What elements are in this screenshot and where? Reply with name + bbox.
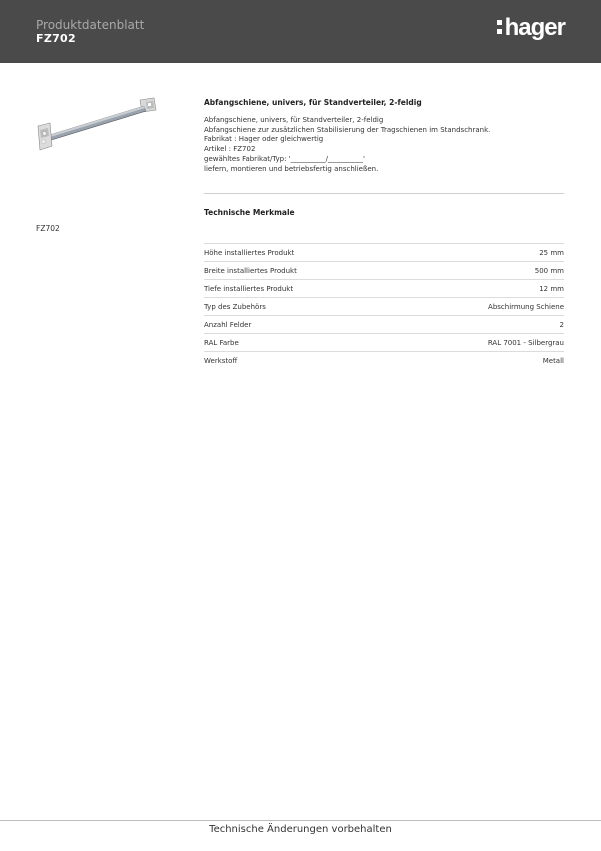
spec-label: Anzahl Felder	[204, 320, 252, 329]
spec-value: Abschirmung Schiene	[488, 302, 564, 311]
header-bar	[0, 0, 601, 63]
spec-label: Tiefe installiertes Produkt	[204, 284, 294, 293]
spec-value: 500 mm	[534, 266, 564, 275]
description-line: Fabrikat : Hager oder gleichwertig	[204, 135, 324, 144]
table-row	[204, 297, 564, 315]
spec-value: Metall	[542, 356, 564, 365]
divider	[204, 193, 564, 194]
footer-note: Technische Änderungen vorbehalten	[209, 824, 392, 835]
description-line: Artikel : FZ702	[204, 145, 256, 154]
table-row	[204, 351, 564, 369]
description-line: Abfangschiene zur zusätzlichen Stabilisierung der Tragschienen im Standschrank.	[204, 125, 491, 134]
spec-label: Typ des Zubehörs	[204, 302, 266, 311]
spec-value: 2	[559, 320, 564, 329]
product-title: Abfangschiene, univers, für Standverteiler, 2-feldig	[204, 98, 422, 107]
description-line: Abfangschiene, univers, für Standverteiler, 2-feldig	[204, 116, 384, 124]
spec-value: RAL 7001 - Silbergrau	[487, 338, 564, 347]
table-row	[204, 243, 564, 261]
table-row	[204, 279, 564, 297]
logo-colon-icon	[497, 15, 503, 43]
document-type: Produktdatenblatt	[36, 18, 145, 32]
description-line: gewähltes Fabrikat/Typ: '__________/__________'	[204, 154, 365, 163]
product-description-block	[204, 98, 564, 194]
technical-features-heading: Technische Merkmale	[204, 208, 295, 217]
table-row	[204, 261, 564, 279]
spec-label: Werkstoff	[204, 356, 238, 365]
logo-wordmark: hager	[504, 14, 565, 41]
specs-table	[204, 243, 564, 369]
table-row	[204, 315, 564, 333]
table-row	[204, 333, 564, 351]
product-code: FZ702	[36, 32, 76, 45]
product-image	[34, 96, 162, 152]
description-line: liefern, montieren und betriebsfertig anschließen.	[204, 164, 379, 173]
spec-label: RAL Farbe	[204, 338, 239, 347]
spec-value: 12 mm	[539, 284, 564, 293]
footer	[0, 820, 601, 851]
image-caption: FZ702	[36, 224, 60, 233]
hager-logo	[497, 15, 565, 43]
spec-value: 25 mm	[539, 248, 564, 257]
spec-label: Höhe installiertes Produkt	[204, 248, 295, 257]
spec-label: Breite installiertes Produkt	[204, 266, 297, 275]
